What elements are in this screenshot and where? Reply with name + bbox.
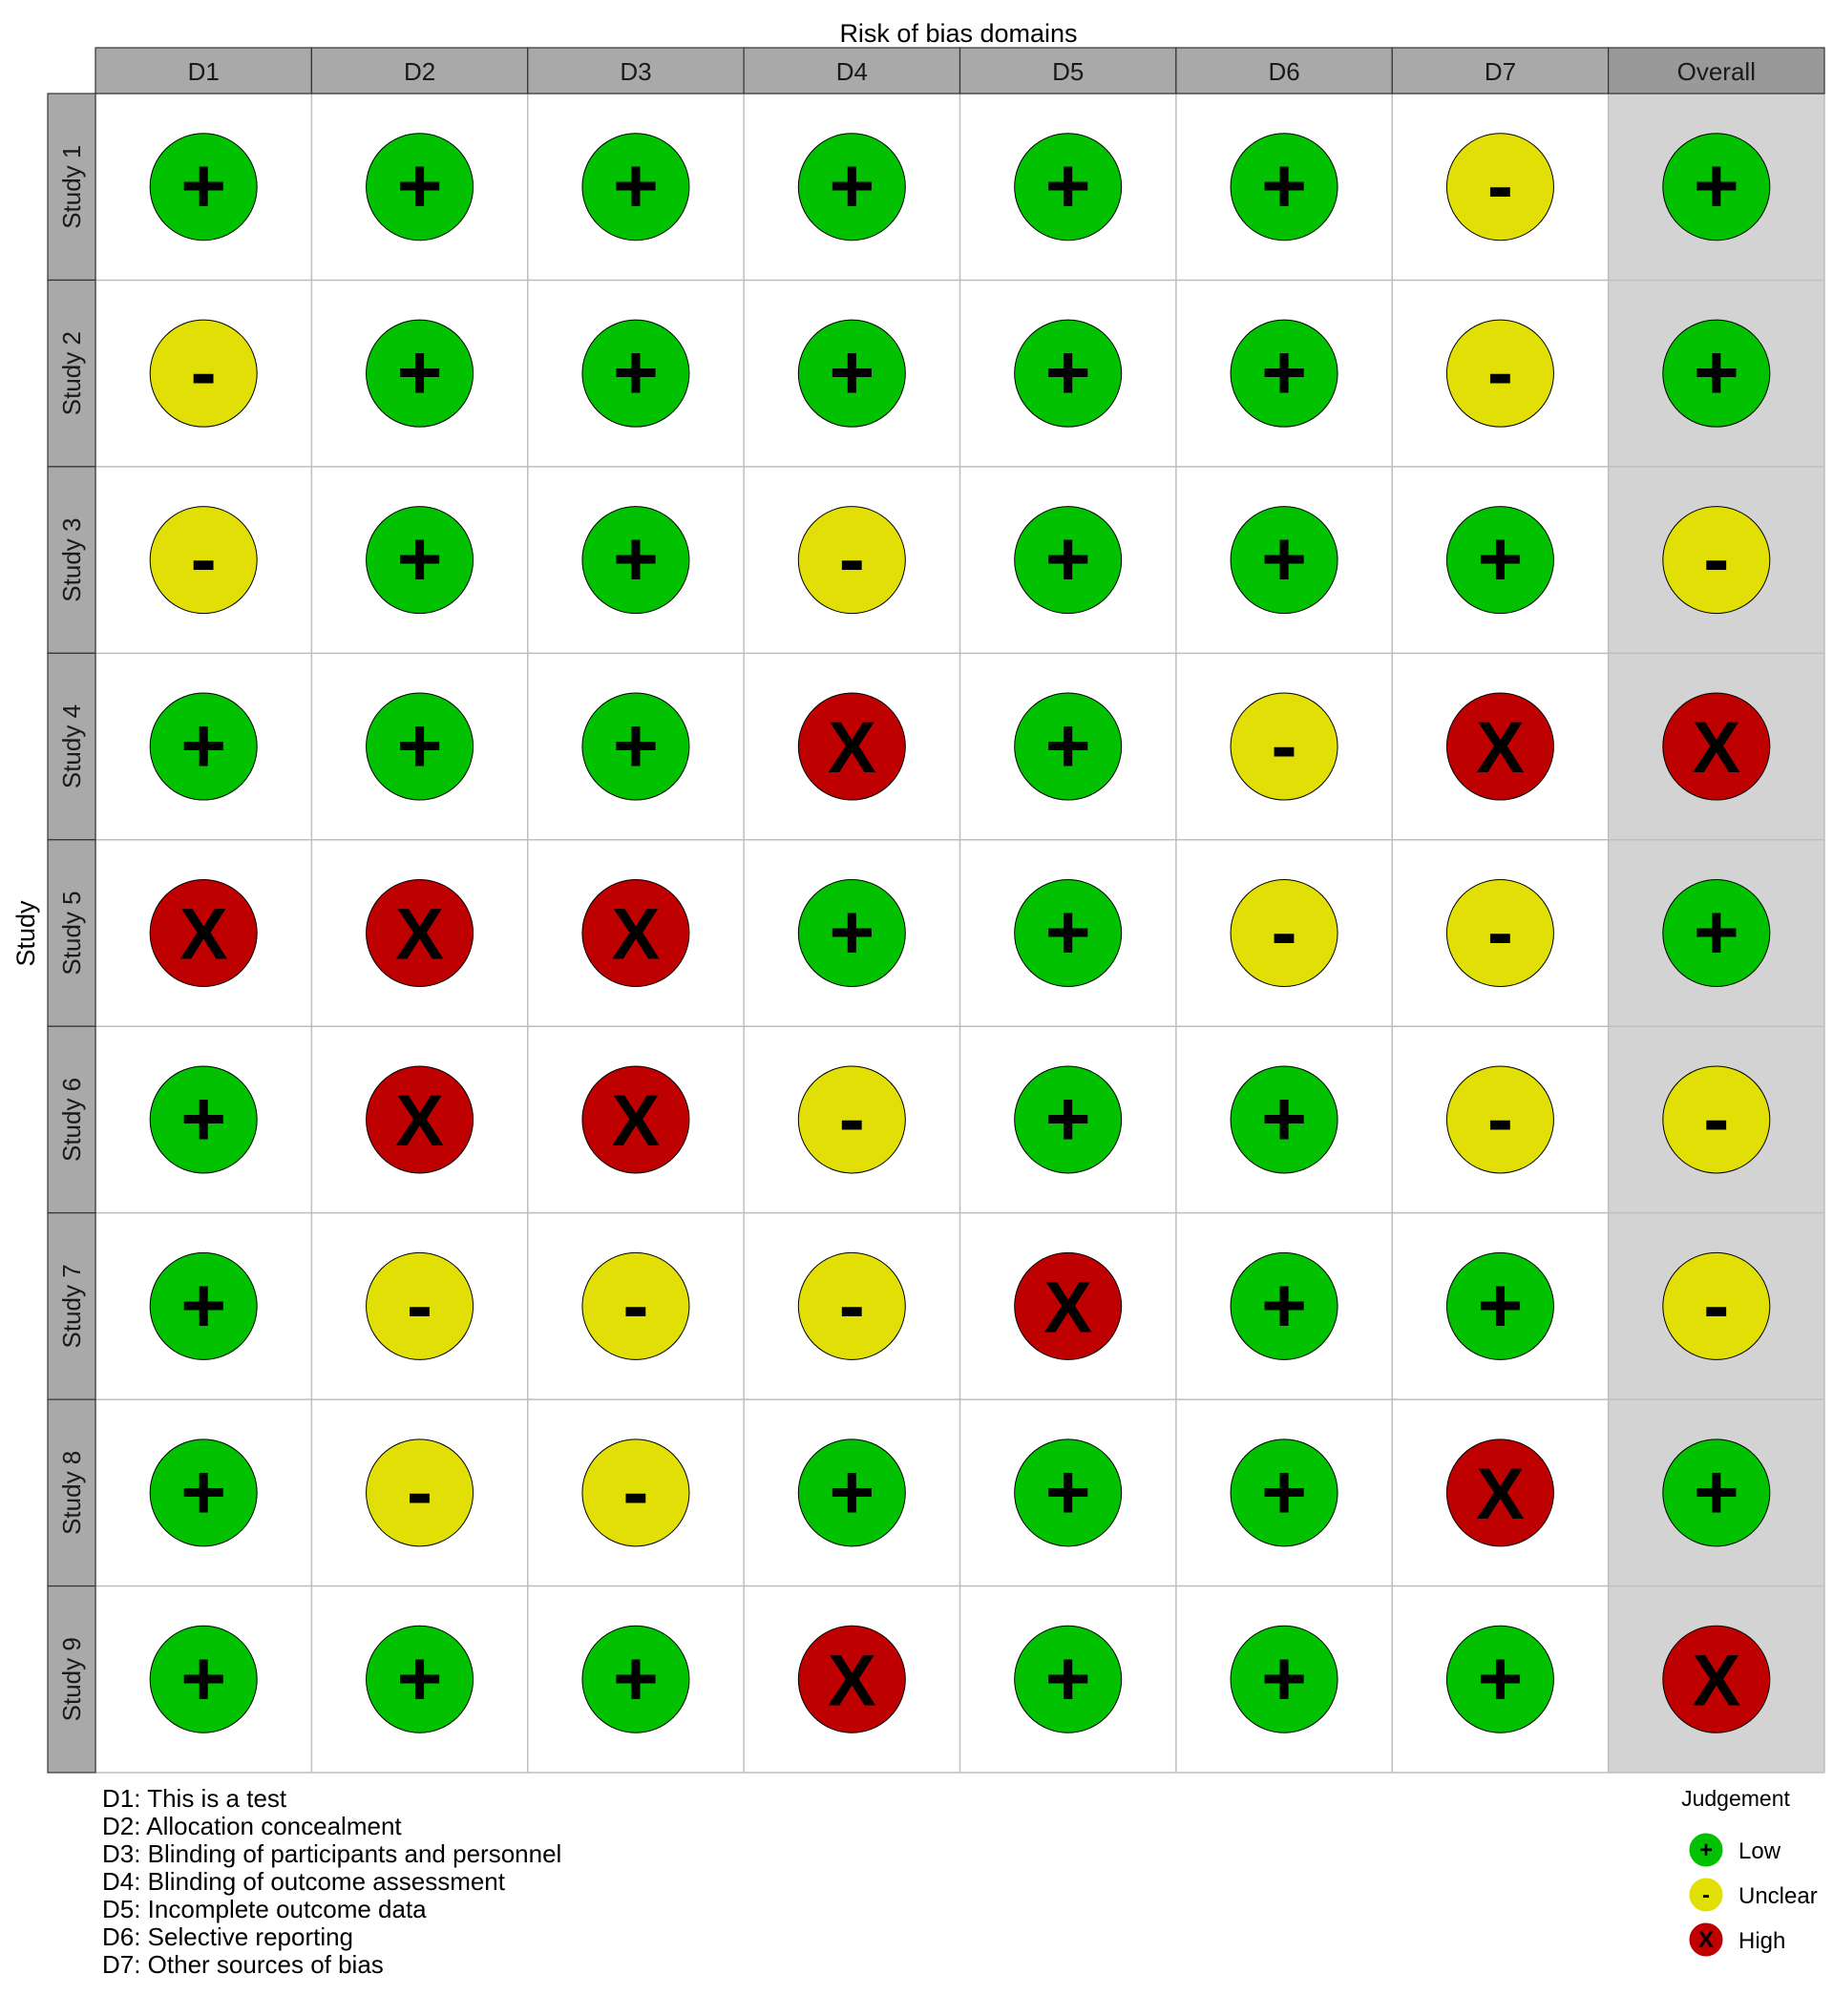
chart-headers (48, 48, 1824, 1773)
domain-description: D7: Other sources of bias (102, 1950, 384, 1979)
judgement-symbol: + (1261, 329, 1308, 417)
judgement-symbol: + (612, 1635, 659, 1723)
judgement-symbol: - (406, 1262, 433, 1350)
domain-description: D1: This is a test (102, 1784, 287, 1813)
judgement-symbol: + (1261, 1075, 1308, 1163)
judgement-symbol: + (1044, 515, 1091, 603)
judgement-symbol: + (396, 142, 443, 230)
column-header-label: D6 (1268, 57, 1300, 86)
judgement-symbol: + (180, 1262, 227, 1350)
judgement-symbol: + (1261, 1448, 1308, 1536)
legend-label: Unclear (1738, 1883, 1818, 1909)
column-header-label: D4 (835, 57, 868, 86)
judgement-symbol: - (1703, 515, 1730, 603)
judgement-symbol: - (1703, 1075, 1730, 1163)
judgement-symbol: + (1693, 1448, 1739, 1536)
judgement-symbol: + (612, 329, 659, 417)
judgement-symbol: + (829, 329, 875, 417)
judgement-symbol: - (1271, 889, 1297, 976)
column-header-label: D1 (187, 57, 220, 86)
legend-title: Judgement (1681, 1786, 1790, 1811)
judgement-symbol: X (179, 893, 228, 976)
legend-label: High (1738, 1928, 1786, 1954)
chart-legend (1681, 1786, 1818, 1956)
judgement-symbol: + (1477, 1262, 1524, 1350)
domain-description: D6: Selective reporting (102, 1922, 354, 1951)
judgement-symbol: X (1043, 1267, 1093, 1349)
row-header-label: Study 2 (57, 331, 86, 416)
judgement-symbol: X (827, 1640, 876, 1722)
legend-label: Low (1738, 1838, 1781, 1864)
judgement-symbol: + (1693, 329, 1739, 417)
row-header-label: Study 8 (57, 1450, 86, 1535)
judgement-symbol: + (396, 329, 443, 417)
judgement-symbol: X (395, 1080, 444, 1162)
judgement-symbol: - (622, 1448, 649, 1536)
legend-symbol: - (1702, 1882, 1710, 1908)
judgement-symbol: - (1486, 889, 1514, 976)
judgement-symbol: + (396, 703, 443, 790)
column-header-label: D2 (403, 57, 436, 86)
judgement-symbol: - (190, 329, 217, 417)
judgement-symbol: + (396, 515, 443, 603)
judgement-symbol: - (838, 1075, 865, 1163)
column-header-label: D3 (620, 57, 652, 86)
judgement-symbol: - (622, 1262, 649, 1350)
domain-description: D2: Allocation concealment (102, 1812, 402, 1840)
judgement-symbol: + (1044, 329, 1091, 417)
judgement-symbol: + (1477, 515, 1524, 603)
row-header-label: Study 3 (57, 517, 86, 602)
judgement-symbol: + (1044, 703, 1091, 790)
judgement-symbol: + (829, 142, 875, 230)
column-header-label: D7 (1484, 57, 1517, 86)
judgement-symbol: + (1044, 1635, 1091, 1723)
judgement-symbol: X (827, 707, 876, 789)
judgement-symbol: X (1476, 1453, 1525, 1535)
judgement-symbol: + (1261, 515, 1308, 603)
judgement-symbol: - (406, 1448, 433, 1536)
row-header-label: Study 5 (57, 891, 86, 976)
judgement-symbol: + (180, 1075, 227, 1163)
judgement-symbol: - (838, 1262, 865, 1350)
judgement-symbol: - (838, 515, 865, 603)
judgement-symbol: - (190, 515, 217, 603)
judgement-symbol: + (180, 1448, 227, 1536)
row-header-label: Study 4 (57, 704, 86, 789)
judgement-symbol: + (1261, 1262, 1308, 1350)
judgement-symbol: + (1477, 1635, 1524, 1723)
judgement-symbol: X (1476, 707, 1525, 789)
judgement-symbol: X (395, 893, 444, 976)
chart-title: Risk of bias domains (839, 19, 1078, 48)
judgement-symbol: X (611, 1080, 661, 1162)
judgement-symbol: - (1486, 1075, 1514, 1163)
judgement-symbol: + (1044, 1448, 1091, 1536)
judgement-symbol: + (1044, 889, 1091, 976)
judgement-symbol: + (1261, 1635, 1308, 1723)
judgement-symbol: + (1693, 889, 1739, 976)
judgement-symbol: + (1261, 142, 1308, 230)
judgement-symbol: + (1044, 142, 1091, 230)
row-header-label: Study 7 (57, 1264, 86, 1349)
judgement-symbol: + (1044, 1075, 1091, 1163)
y-axis-label: Study (11, 900, 40, 967)
judgement-symbol: + (180, 142, 227, 230)
row-header-label: Study 1 (57, 144, 86, 229)
judgement-symbol: + (180, 1635, 227, 1723)
judgement-symbol: + (612, 515, 659, 603)
domain-description: D5: Incomplete outcome data (102, 1895, 427, 1923)
judgement-symbol: + (396, 1635, 443, 1723)
judgement-symbol: X (611, 893, 661, 976)
judgement-symbol: - (1486, 142, 1514, 230)
judgement-symbol: - (1271, 703, 1297, 790)
judgement-symbol: + (180, 703, 227, 790)
domain-description: D3: Blinding of participants and personnel (102, 1839, 562, 1868)
judgement-symbol: X (1692, 1640, 1741, 1722)
row-header-label: Study 6 (57, 1077, 86, 1163)
judgement-symbol: - (1486, 329, 1514, 417)
row-header-label: Study 9 (57, 1637, 86, 1722)
judgement-symbol: - (1703, 1262, 1730, 1350)
judgement-symbol: + (829, 1448, 875, 1536)
legend-symbol: X (1697, 1927, 1715, 1953)
legend-symbol: + (1698, 1838, 1714, 1863)
judgement-symbol: + (612, 703, 659, 790)
domain-description: D4: Blinding of outcome assessment (102, 1867, 505, 1896)
column-header-label: D5 (1052, 57, 1085, 86)
judgement-symbol: + (1693, 142, 1739, 230)
judgement-symbol: + (612, 142, 659, 230)
chart-grid (95, 94, 1824, 1773)
judgement-symbol: + (829, 889, 875, 976)
column-header-label: Overall (1676, 57, 1756, 86)
judgement-symbol: X (1692, 707, 1741, 789)
